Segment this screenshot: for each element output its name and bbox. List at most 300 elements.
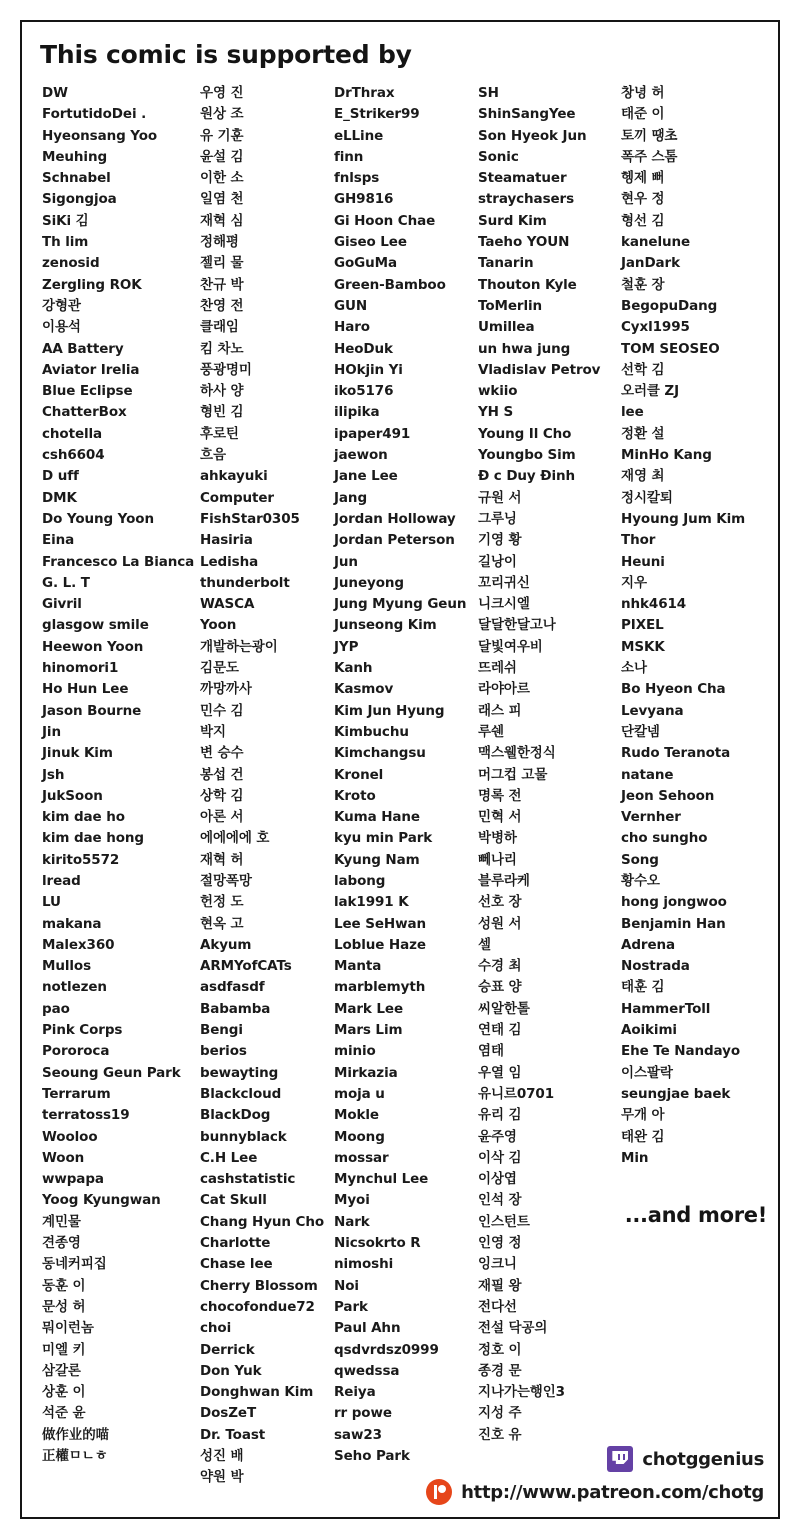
supporter-name: notlezen [42,979,107,996]
supporter-name: 까망까사 [200,681,252,698]
supporter-name: Jane Lee [334,468,398,485]
supporter-name: 명록 전 [478,787,522,804]
supporter-name: 태완 김 [621,1128,665,1145]
supporter-name: 단칼넴 [621,723,660,740]
supporter-name: 태훈 김 [621,979,665,996]
supporter-name: 김문도 [200,660,239,677]
supporter-name: pao [42,1000,70,1017]
supporter-name: Loblue Haze [334,936,426,953]
supporter-name: 염태 [478,1043,504,1060]
supporter-name: 루쉔 [478,723,504,740]
supporters-column-1 [42,83,200,1489]
supporter-name: asdfasdf [200,979,265,996]
supporter-name: Pororoca [42,1043,110,1060]
patreon-link[interactable] [426,1479,764,1505]
supporter-name: 창녕 허 [621,85,665,101]
supporter-name: wwpapa [42,1171,104,1188]
supporter-name: 견종영 [42,1235,81,1252]
supporter-name: 아론 서 [200,809,244,826]
supporter-name: 지우 [621,574,647,591]
supporter-name: Haro [334,319,370,336]
supporter-name: Gi Hoon Chae [334,212,436,229]
supporter-name: Jung Myung Geun [334,596,467,613]
supporter-name: kim dae hong [42,830,144,847]
supporter-name: kanelune [621,234,691,251]
supporter-name: natane [621,766,674,783]
supporter-name: SiKi 김 [42,212,89,229]
supporters-columns [22,69,778,1489]
supporter-name: moja u [334,1085,385,1102]
supporter-name: iko5176 [334,383,394,400]
supporter-name: Umillea [478,319,535,336]
supporter-name: 달빛여우비 [478,638,543,655]
supporter-name: Kronel [334,766,384,783]
supporter-name: cho sungho [621,830,708,847]
supporter-name: 이상엽 [478,1171,517,1188]
supporter-name: Bo Hyeon Cha [621,681,726,698]
supporter-name: 그루닝 [478,510,517,527]
supporter-name: ToMerlin [478,297,543,314]
supporter-name: SH [478,85,499,101]
supporter-name: 강형관 [42,297,81,314]
supporter-name: ilipika [334,404,380,421]
supporter-name: Chase lee [200,1256,273,1273]
supporter-name: 뭐이런놈 [42,1320,94,1337]
supporter-name: 민수 김 [200,702,244,719]
supporter-name: Ledisha [200,553,259,570]
supporter-name: JukSoon [42,787,103,804]
supporter-name: Son Hyeok Jun [478,127,587,144]
supporter-name: lread [42,872,81,889]
supporter-name: Cherry Blossom [200,1277,318,1294]
supporter-name: Steamatuer [478,170,567,187]
supporter-name: Schnabel [42,170,111,187]
supporter-name: Blue Eclipse [42,383,133,400]
supporter-name: finn [334,148,364,165]
supporters-column-5 [621,83,771,1489]
supporter-name: JanDark [621,255,680,272]
supporter-name: 풍광명미 [200,361,252,378]
supporter-name: Jun [334,553,358,570]
supporter-name: 삼갈론 [42,1362,81,1379]
supporter-name: 씨알한톨 [478,1000,530,1017]
supporter-name: BlackDog [200,1107,271,1124]
supporter-name: 오러클 ZJ [621,383,680,400]
supporter-name: Juneyong [334,574,404,591]
supporter-name: 종경 문 [478,1362,522,1379]
supporter-name: 약원 박 [200,1469,244,1486]
supporter-name: Đ c Duy Đinh [478,468,575,485]
supporter-name: 찬영 전 [200,297,244,314]
supporter-name: Jang [334,489,368,506]
supporter-name: MSKK [621,638,665,655]
supporter-name: Donghwan Kim [200,1384,314,1401]
supporter-name: Babamba [200,1000,271,1017]
supporter-name: csh6604 [42,447,105,464]
supporter-name: Kuma Hane [334,809,420,826]
supporter-name: Green-Bamboo [334,276,446,293]
supporter-name: TOM SEOSEO [621,340,720,357]
supporters-card [20,20,780,1519]
supporter-name: Mirkazia [334,1064,398,1081]
supporter-name: Sonic [478,148,519,165]
supporter-name: E_Striker99 [334,106,420,123]
supporter-name: 일염 천 [200,191,244,208]
supporter-name: Heuni [621,553,665,570]
supporter-name: Vladislav Petrov [478,361,601,378]
supporter-name: chotella [42,425,103,442]
supporter-name: Cyxl1995 [621,319,690,336]
supporter-name: Rudo Teranota [621,745,731,762]
supporter-name: Junseong Kim [334,617,437,634]
supporter-name: 인영 정 [478,1235,522,1252]
and-more-label: ...and more! [624,1203,767,1228]
supporter-name: 라야아르 [478,681,530,698]
supporter-name: chocofondue72 [200,1298,315,1315]
supporter-name: Do Young Yoon [42,510,154,527]
supporter-name: 현우 정 [621,191,665,208]
supporter-name: 이스팔락 [621,1064,673,1081]
supporter-name: 킴 차노 [200,340,244,357]
supporter-name: 미엘 키 [42,1341,86,1358]
supporter-name: 상학 김 [200,787,244,804]
supporter-name: Kanh [334,660,373,677]
supporter-name: labong [334,872,386,889]
supporter-name: 인석 장 [478,1192,522,1209]
supporter-name: Adrena [621,936,676,953]
supporter-name: Zergling ROK [42,276,142,293]
supporter-name: 헌정 도 [200,894,244,911]
supporter-name: HammerToll [621,1000,711,1017]
supporter-name: Kim Jun Hyung [334,702,445,719]
supporter-name: 하사 양 [200,383,244,400]
supporter-name: 봉섭 건 [200,766,244,783]
supporter-name: Surd Kim [478,212,547,229]
supporters-column-4 [478,83,621,1489]
supporter-name: HOkjin Yi [334,361,403,378]
supporter-name: 셀 [478,936,491,953]
supporter-name: 성진 배 [200,1448,244,1464]
supporter-name: Thouton Kyle [478,276,577,293]
supporter-name: Song [621,851,659,868]
supporter-name: 꼬리귀신 [478,574,530,591]
supporter-name: kim dae ho [42,809,125,826]
supporter-name: MinHo Kang [621,447,712,464]
supporter-name: thunderbolt [200,574,290,591]
supporter-name: 박병하 [478,830,517,847]
supporter-name: choi [200,1320,232,1337]
supporter-name: 폭주 스톰 [621,148,678,165]
supporter-name: 성원 서 [478,915,522,932]
supporter-name: 뜨레쉬 [478,660,517,677]
supporter-name: jaewon [334,447,388,464]
supporter-name: Lee SeHwan [334,915,426,932]
supporter-name: berios [200,1043,247,1060]
supporter-name: Kroto [334,787,376,804]
supporter-name: 정해평 [200,234,239,251]
supporter-name: 재혁 심 [200,212,244,229]
supporter-name: Mullos [42,958,92,975]
supporter-name: un hwa jung [478,340,571,357]
supporter-name: bunnyblack [200,1128,287,1145]
supporter-name: FortutidoDei . [42,106,147,123]
supporter-name: 정호 이 [478,1341,522,1358]
supporter-name: GUN [334,297,368,314]
supporter-name: 지성 주 [478,1405,522,1422]
supporter-name: Manta [334,958,382,975]
supporter-name: Eina [42,532,75,549]
supporter-name: Meuhing [42,148,108,165]
supporter-name: BegopuDang [621,297,718,314]
supporter-name: GH9816 [334,191,394,208]
supporter-name: DMK [42,489,77,506]
supporter-name: Jordan Holloway [334,510,456,527]
supporter-name: Tanarin [478,255,534,272]
supporter-name: 블루라케 [478,872,530,889]
supporter-name: Derrick [200,1341,255,1358]
supporter-name: DrThrax [334,85,395,101]
supporter-name: 윤설 김 [200,148,244,165]
supporter-name: Kimchangsu [334,745,426,762]
supporter-name: Jordan Peterson [334,532,455,549]
supporter-name: Noi [334,1277,359,1294]
supporter-name: 형빈 김 [200,404,244,421]
supporter-name: Wooloo [42,1128,98,1145]
supporter-name: minio [334,1043,376,1060]
twitch-icon [607,1446,633,1472]
supporter-name: 우열 임 [478,1064,522,1081]
supporter-name: 이용석 [42,319,81,336]
supporter-name: Jin [42,723,61,740]
supporter-name: 做作业的喵 [42,1426,109,1443]
supporter-name: 유니르0701 [478,1085,554,1102]
supporter-name: 후로틴 [200,425,239,442]
supporter-name: Levyana [621,702,684,719]
supporter-name: 이한 소 [200,170,244,187]
supporter-name: Woon [42,1149,85,1166]
supporter-name: 변 승수 [200,745,244,762]
supporter-name: 인스턴트 [478,1213,530,1230]
supporter-name: Nark [334,1213,370,1230]
supporter-name: Yoon [200,617,237,634]
supporter-name: nhk4614 [621,596,687,613]
supporter-name: eLLine [334,127,384,144]
supporter-name: Th lim [42,234,89,251]
supporter-name: YH S [478,404,514,421]
supporter-name: kirito5572 [42,851,120,868]
supporter-name: PIXEL [621,617,664,634]
supporter-name: zenosid [42,255,100,272]
supporter-name: Ehe Te Nandayo [621,1043,741,1060]
supporter-name: mossar [334,1149,389,1166]
supporter-name: WASCA [200,596,255,613]
supporter-name: GoGuMa [334,255,397,272]
supporter-name: 잉크니 [478,1256,517,1273]
supporter-name: qsdvrdsz0999 [334,1341,439,1358]
supporter-name: Don Yuk [200,1362,262,1379]
supporter-name: terratoss19 [42,1107,130,1124]
supporter-name: Heewon Yoon [42,638,144,655]
supporter-name: 승표 양 [478,979,522,996]
supporters-column-2 [200,83,334,1489]
supporter-name: qwedssa [334,1362,400,1379]
supporter-name: 클래임 [200,319,239,336]
supporter-name: hinomori1 [42,660,119,677]
supporter-name: DW [42,85,68,101]
supporter-name: Paul Ahn [334,1320,401,1337]
supporter-name: Aoikimi [621,1022,677,1039]
supporter-name: Kimbuchu [334,723,409,740]
supporter-name: Terrarum [42,1085,111,1102]
supporter-name: 윤주영 [478,1128,517,1145]
supporter-name: 달달한달고나 [478,617,556,634]
supporter-name: FishStar0305 [200,510,300,527]
supporter-name: 재혁 허 [200,851,244,868]
supporter-name: Kasmov [334,681,394,698]
supporter-name: glasgow smile [42,617,149,634]
supporter-name: 토끼 땡초 [621,127,678,144]
supporter-name: Malex360 [42,936,115,953]
supporter-name: Givril [42,596,82,613]
supporter-name: 젤리 물 [200,255,244,272]
supporter-name: Yoog Kyungwan [42,1192,161,1209]
supporter-name: bewayting [200,1064,279,1081]
supporter-name: Seho Park [334,1448,410,1464]
supporter-name: Park [334,1298,368,1315]
supporter-name: Akyum [200,936,252,953]
supporter-name: 연태 김 [478,1022,522,1039]
supporter-name: 기영 황 [478,532,522,549]
supporter-name: 전다선 [478,1298,517,1315]
supporter-name: saw23 [334,1426,382,1443]
supporter-name: 래스 피 [478,702,522,719]
supporter-name: hong jongwoo [621,894,727,911]
supporter-name: Hasiria [200,532,253,549]
supporter-name: Aviator Irelia [42,361,140,378]
patreon-icon [426,1479,452,1505]
supporter-name: 동훈 이 [42,1277,86,1294]
supporter-name: D uff [42,468,79,485]
supporter-name: 길낭이 [478,553,517,570]
supporter-name: 정시칼퇴 [621,489,673,506]
supporter-name: 상훈 이 [42,1384,86,1401]
supporter-name: Seoung Geun Park [42,1064,181,1081]
page-title: This comic is supported by [40,40,412,69]
supporter-name: 전설 닥공의 [478,1320,548,1337]
supporter-name: 유 기훈 [200,127,244,144]
supporter-name: 무개 아 [621,1107,665,1124]
twitch-link[interactable] [607,1446,764,1472]
supporter-name: ChatterBox [42,404,127,421]
supporter-name: 머그컵 고물 [478,766,548,783]
supporter-name: ahkayuki [200,468,268,485]
supporter-name: Francesco La Bianca [42,553,195,570]
supporter-name: Kyung Nam [334,851,420,868]
supporter-name: Vernher [621,809,681,826]
supporter-name: 선학 김 [621,361,665,378]
supporter-name: 문성 허 [42,1298,86,1315]
supporter-name: Jinuk Kim [42,745,113,762]
supporters-column-3 [334,83,478,1489]
supporter-name: 개발하는광이 [200,638,278,655]
supporter-name: Taeho YOUN [478,234,570,251]
supporter-name: 뻬나리 [478,851,517,868]
supporter-name: wkiio [478,383,518,400]
supporter-name: Cat Skull [200,1192,267,1209]
supporter-name: 절망폭망 [200,872,252,889]
supporter-name: Mynchul Lee [334,1171,429,1188]
supporter-name: cashstatistic [200,1171,296,1188]
supporter-name: Myoi [334,1192,370,1209]
supporter-name: DosZeT [200,1405,257,1422]
supporter-name: 동네커피집 [42,1256,107,1273]
supporter-name: Nostrada [621,958,690,975]
supporter-name: G. L. T [42,574,90,591]
supporter-name: lak1991 K [334,894,409,911]
supporter-name: 형선 김 [621,212,665,229]
supporter-name: 계민물 [42,1213,81,1230]
supporter-name: 철훈 장 [621,276,665,293]
supporter-name: C.H Lee [200,1149,258,1166]
supporter-name: LU [42,894,61,911]
supporter-name: straychasers [478,191,575,208]
supporter-name: ARMYofCATs [200,958,292,975]
supporter-name: Charlotte [200,1235,271,1252]
supporter-name: 정환 설 [621,425,665,442]
supporter-name: AA Battery [42,340,124,357]
supporter-name: Sigongjoa [42,191,117,208]
supporter-name: 흐음 [200,447,226,464]
supporter-name: 태준 이 [621,106,665,123]
supporter-name: 재필 왕 [478,1277,522,1294]
supporter-name: Bengi [200,1022,243,1039]
supporter-name: Moong [334,1128,385,1145]
supporter-name: 황수오 [621,872,660,889]
supporter-name: 헹제 뻐 [621,170,665,187]
supporter-name: Thor [621,532,656,549]
supporter-name: Hyeonsang Yoo [42,127,158,144]
supporter-name: Reiya [334,1384,376,1401]
supporter-name: 재영 최 [621,468,665,485]
patreon-url: http://www.patreon.com/chotg [461,1481,764,1503]
supporter-name: 유리 김 [478,1107,522,1124]
supporter-name: 찬규 박 [200,276,244,293]
supporter-name: Computer [200,489,274,506]
supporter-name: marblemyth [334,979,426,996]
supporter-name: Jeon Sehoon [621,787,715,804]
supporter-name: fnlsps [334,170,380,187]
supporter-name: 니크시엘 [478,596,530,613]
supporter-name: Dr. Toast [200,1426,266,1443]
supporter-name: Mokle [334,1107,379,1124]
supporter-name: ShinSangYee [478,106,576,123]
supporter-name: Nicsokrto R [334,1235,421,1252]
supporter-name: 우영 진 [200,85,244,101]
supporter-name: Chang Hyun Cho [200,1213,325,1230]
supporter-name: seungjae baek [621,1085,731,1102]
supporter-name: makana [42,915,102,932]
supporter-name: Mark Lee [334,1000,403,1017]
supporter-name: Pink Corps [42,1022,123,1039]
supporter-name: Min [621,1149,649,1166]
supporter-name: nimoshi [334,1256,394,1273]
supporter-name: ipaper491 [334,425,411,442]
supporter-name: 맥스웰한정식 [478,745,556,762]
supporter-name: Mars Lim [334,1022,403,1039]
supporter-name: Blackcloud [200,1085,282,1102]
supporter-name: 원상 조 [200,106,244,123]
supporter-name: 수경 최 [478,958,522,975]
